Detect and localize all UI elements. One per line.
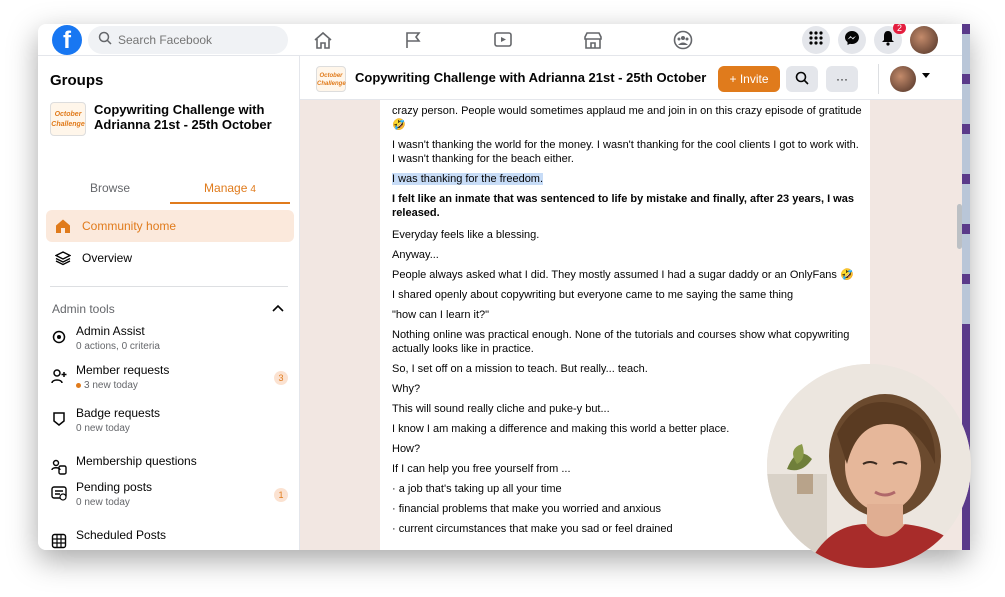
sidebar-item-membership-questions[interactable] bbox=[50, 454, 290, 476]
post-paragraph: "how can I learn it?" bbox=[392, 309, 490, 321]
tool-label: Admin Assist bbox=[76, 324, 145, 338]
tool-sublabel: 3 new today bbox=[84, 380, 138, 391]
post-paragraph: Why? bbox=[392, 383, 421, 395]
profile-avatar[interactable] bbox=[910, 26, 938, 54]
post-paragraph: People always asked what I did. They mostly assumed I had a sugar daddy or an OnlyFans 🤣 bbox=[392, 269, 854, 281]
layers-icon bbox=[54, 249, 72, 267]
pending-post-icon bbox=[50, 484, 68, 502]
marketplace-icon[interactable] bbox=[578, 28, 608, 52]
sidebar-item-overview[interactable] bbox=[46, 242, 294, 274]
sidebar-item-community-home[interactable] bbox=[46, 210, 294, 242]
badge-shield-icon bbox=[50, 410, 68, 428]
group-header-title[interactable]: Copywriting Challenge with Adrianna 21st - 25th October bbox=[355, 70, 707, 85]
person-question-icon bbox=[50, 458, 68, 476]
search-icon bbox=[98, 31, 112, 50]
group-thumbnail: October Challenge bbox=[50, 102, 86, 136]
group-card[interactable] bbox=[50, 102, 274, 136]
post-paragraph: This will sound really cliche and puke-y but... bbox=[392, 403, 610, 415]
divider bbox=[50, 286, 288, 287]
chevron-up-icon[interactable] bbox=[272, 302, 284, 316]
sidebar-item-admin-assist[interactable] bbox=[50, 324, 290, 352]
main-nav bbox=[308, 28, 698, 52]
search-icon bbox=[795, 71, 809, 88]
messenger-button[interactable] bbox=[838, 26, 866, 54]
more-options-button[interactable]: ··· bbox=[826, 66, 858, 92]
admin-tools-header[interactable] bbox=[52, 302, 284, 316]
flag-icon[interactable] bbox=[398, 28, 428, 52]
top-navigation-bar bbox=[38, 24, 968, 56]
groups-sidebar bbox=[38, 56, 300, 550]
post-paragraph: · financial problems that make you worried and anxious bbox=[392, 503, 662, 515]
home-filled-icon bbox=[54, 217, 72, 235]
post-paragraph: Nothing online was practical enough. None of the tutorials and courses show what copywriting actually looks like in practice. bbox=[392, 329, 850, 355]
bell-icon bbox=[881, 30, 895, 51]
post-paragraph: I wasn't thanking the world for the money. I wasn't thanking for the cool clients I got to work with. I wasn't thanking for the beach either. bbox=[392, 139, 859, 165]
watch-icon[interactable] bbox=[488, 28, 518, 52]
group-name[interactable]: Copywriting Challenge with Adrianna 21st - 25th October bbox=[94, 102, 272, 132]
post-paragraph: Everyday feels like a blessing. bbox=[392, 229, 540, 241]
tool-label: Membership questions bbox=[76, 454, 197, 468]
sidebar-item-label: Overview bbox=[82, 251, 133, 265]
post-paragraph: · current circumstances that make you sad or feel drained bbox=[392, 523, 673, 535]
invite-button[interactable]: + Invite bbox=[718, 66, 780, 92]
tool-sublabel: 0 new today bbox=[76, 423, 130, 434]
calendar-grid-icon bbox=[50, 532, 68, 550]
tool-sublabel: 0 new today bbox=[76, 497, 130, 508]
tab-manage-label: Manage bbox=[204, 181, 248, 195]
home-icon[interactable] bbox=[308, 28, 338, 52]
group-header bbox=[300, 56, 968, 100]
post-paragraph: I felt like an inmate that was sentenced to life by mistake and finally, after 23 years, I was released. bbox=[392, 193, 854, 219]
group-header-thumbnail: October Challenge bbox=[316, 66, 346, 92]
post-paragraph: I know I am making a difference and making this world a better place. bbox=[392, 423, 730, 435]
tab-manage[interactable] bbox=[170, 174, 290, 204]
tool-label: Badge requests bbox=[76, 406, 161, 420]
sidebar-item-member-requests[interactable] bbox=[50, 363, 290, 391]
sidebar-item-label: Community home bbox=[82, 219, 177, 233]
tab-manage-count: 4 bbox=[250, 184, 256, 195]
notifications-button[interactable] bbox=[874, 26, 902, 54]
sidebar-title: Groups bbox=[50, 72, 104, 89]
post-paragraph: If I can help you free yourself from ... bbox=[392, 463, 571, 475]
grid-icon bbox=[809, 31, 823, 50]
new-dot bbox=[76, 383, 81, 388]
tool-label: Member requests bbox=[76, 363, 170, 377]
groups-icon[interactable] bbox=[668, 28, 698, 52]
post-paragraph: I shared openly about copywriting but everyone came to me saying the same thing bbox=[392, 289, 794, 301]
post-paragraph: Anyway... bbox=[392, 249, 439, 261]
divider bbox=[878, 64, 879, 94]
tool-label: Scheduled Posts bbox=[76, 528, 167, 542]
post-paragraph: · a job that's taking up all your time bbox=[392, 483, 562, 495]
notification-count-badge: 2 bbox=[893, 24, 906, 34]
sidebar-item-scheduled-posts[interactable] bbox=[50, 528, 290, 550]
caret-down-icon[interactable] bbox=[922, 73, 930, 78]
facebook-logo[interactable]: f bbox=[52, 25, 82, 55]
sidebar-tabs bbox=[50, 174, 290, 204]
search-box[interactable] bbox=[88, 26, 288, 54]
messenger-icon bbox=[844, 30, 860, 51]
tab-browse-label: Browse bbox=[89, 181, 130, 195]
post-paragraph: How? bbox=[392, 443, 421, 455]
post-paragraph bbox=[392, 172, 862, 186]
post-paragraph: So, I set off on a mission to teach. But really... teach. bbox=[392, 363, 648, 375]
selected-text: I was thanking for the freedom. bbox=[392, 173, 544, 185]
search-input[interactable] bbox=[118, 33, 278, 47]
tool-label: Pending posts bbox=[76, 480, 153, 494]
count-badge: 1 bbox=[274, 488, 288, 502]
cog-badge-icon bbox=[50, 328, 68, 346]
count-badge: 3 bbox=[274, 371, 288, 385]
admin-tools-label: Admin tools bbox=[52, 302, 115, 316]
post-paragraph: crazy person. People would sometimes applaud me and join in on this crazy episode of gratitude 🤣 bbox=[392, 105, 862, 131]
tab-browse[interactable] bbox=[50, 174, 170, 204]
webcam-person-image bbox=[767, 364, 971, 568]
group-profile-avatar[interactable] bbox=[890, 66, 916, 92]
webcam-overlay bbox=[767, 364, 971, 568]
search-group-button[interactable] bbox=[786, 66, 818, 92]
add-person-icon bbox=[50, 367, 68, 385]
tool-sublabel: 0 actions, 0 criteria bbox=[76, 341, 160, 352]
sidebar-item-pending-posts[interactable] bbox=[50, 480, 290, 508]
account-controls bbox=[802, 26, 938, 54]
menu-grid-button[interactable] bbox=[802, 26, 830, 54]
sidebar-item-badge-requests[interactable] bbox=[50, 406, 290, 434]
